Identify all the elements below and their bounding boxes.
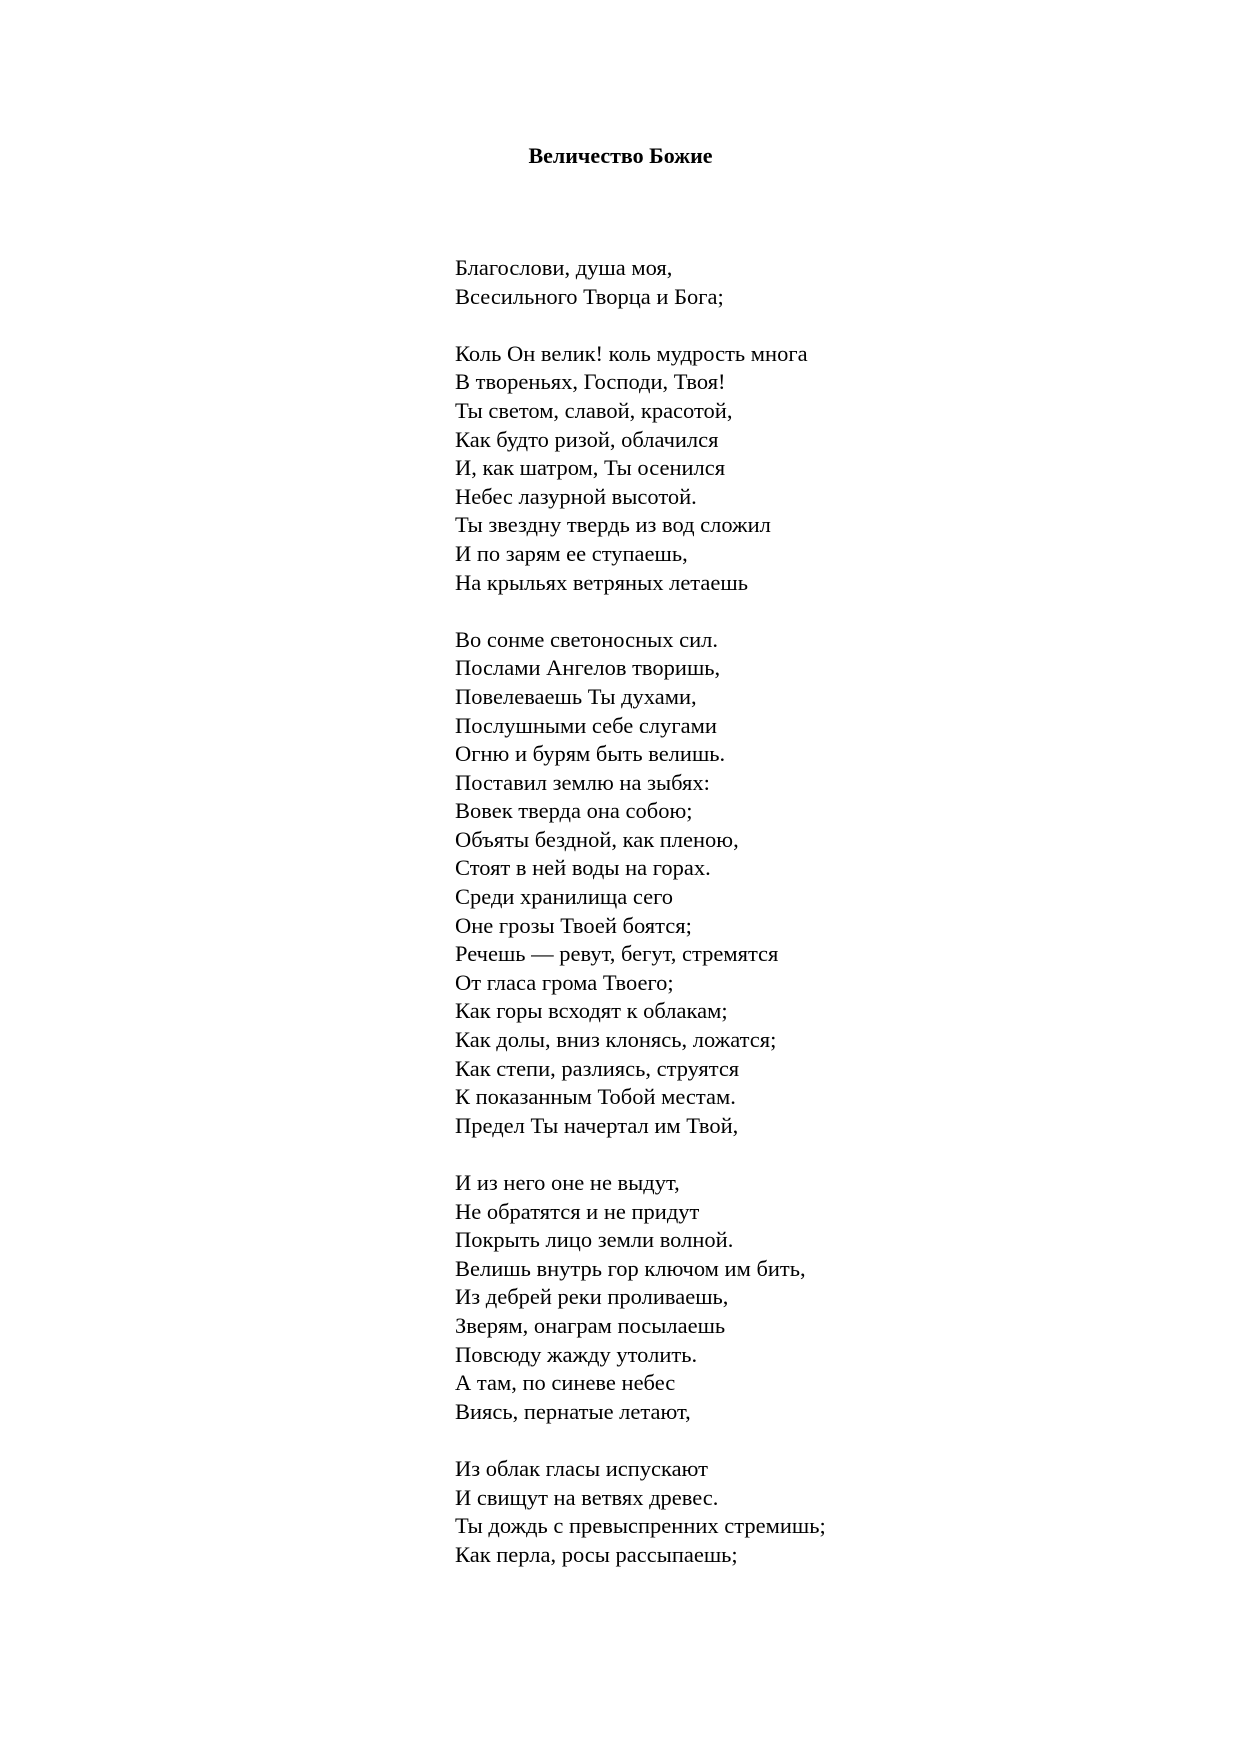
poem-line: На крыльях ветряных летаешь: [455, 569, 748, 595]
poem-line: И свищут на ветвях древес.: [455, 1484, 719, 1510]
poem-line: Из дебрей реки проливаешь,: [455, 1284, 729, 1310]
poem-line: Ты звездну твердь из вод сложил: [455, 512, 771, 538]
poem-line: Во сонме светоносных сил.: [455, 626, 719, 652]
poem-line: Зверям, онаграм посылаешь: [455, 1312, 726, 1338]
poem-line: И из него оне не выдут,: [455, 1170, 680, 1195]
poem-line: Ты светом, славой, красотой,: [455, 397, 733, 423]
poem-line: К показанным Тобой местам.: [455, 1084, 736, 1110]
poem-line: Благослови, душа моя,: [455, 255, 673, 280]
poem-line: Коль Он велик! коль мудрость многа: [455, 340, 808, 366]
poem-line: Не обратятся и не придут: [455, 1198, 700, 1224]
poem-line: Как долы, вниз клонясь, ложатся;: [455, 1027, 777, 1053]
poem-line: Из облак гласы испускают: [455, 1455, 708, 1481]
poem-line: Как горы всходят к облакам;: [455, 998, 728, 1024]
poem-line: Среди хранилища сего: [455, 884, 674, 910]
poem-line: И по зарям ее ступаешь,: [455, 540, 688, 566]
poem-line: Стоят в ней воды на горах.: [455, 855, 711, 881]
poem-line: Всесильного Творца и Бога;: [455, 283, 724, 309]
poem-stanza: [455, 1455, 826, 1569]
poem-line: И, как шатром, Ты осенился: [455, 455, 726, 481]
poem-line: Вовек тверда она собою;: [455, 798, 693, 824]
poem-line: Объяты бездной, как пленою,: [455, 826, 739, 852]
poem-line: Послушными себе слугами: [455, 712, 717, 738]
poem-line: Ты дождь с превыспренних стремишь;: [455, 1513, 826, 1539]
poem-line: Огню и бурям быть велишь.: [455, 741, 726, 767]
poem-line: А там, по синеве небес: [455, 1370, 676, 1396]
poem-line: Речешь — ревут, бегут, стремятся: [455, 941, 779, 967]
poem-stanza: [455, 626, 826, 1141]
poem-title: Величество Божие: [528, 143, 713, 168]
poem-line: Как будто ризой, облачился: [455, 426, 719, 452]
poem-line: Велишь внутрь гор ключом им бить,: [455, 1255, 806, 1281]
poem-body: [455, 254, 826, 1598]
poem-line: Небес лазурной высотой.: [455, 483, 697, 509]
poem-stanza: [455, 1169, 826, 1426]
poem-line: Как перла, росы рассыпаешь;: [455, 1541, 738, 1567]
poem-line: Повсюду жажду утолить.: [455, 1341, 698, 1367]
poem-line: Предел Ты начертал им Твой,: [455, 1112, 739, 1138]
poem-line: Поставил землю на зыбях:: [455, 769, 710, 795]
poem-line: От гласа грома Твоего;: [455, 969, 674, 995]
poem-line: Послами Ангелов творишь,: [455, 655, 721, 681]
poem-line: Повелеваешь Ты духами,: [455, 683, 697, 709]
poem-line: Оне грозы Твоей боятся;: [455, 912, 692, 938]
poem-line: Виясь, пернатые летают,: [455, 1398, 691, 1424]
poem-line: Как степи, разлиясь, струятся: [455, 1055, 740, 1081]
poem-stanza: [455, 340, 826, 597]
poem-line: В твореньях, Господи, Твоя!: [455, 369, 726, 395]
poem-stanza: [455, 254, 826, 311]
poem-line: Покрыть лицо земли волной.: [455, 1227, 734, 1253]
